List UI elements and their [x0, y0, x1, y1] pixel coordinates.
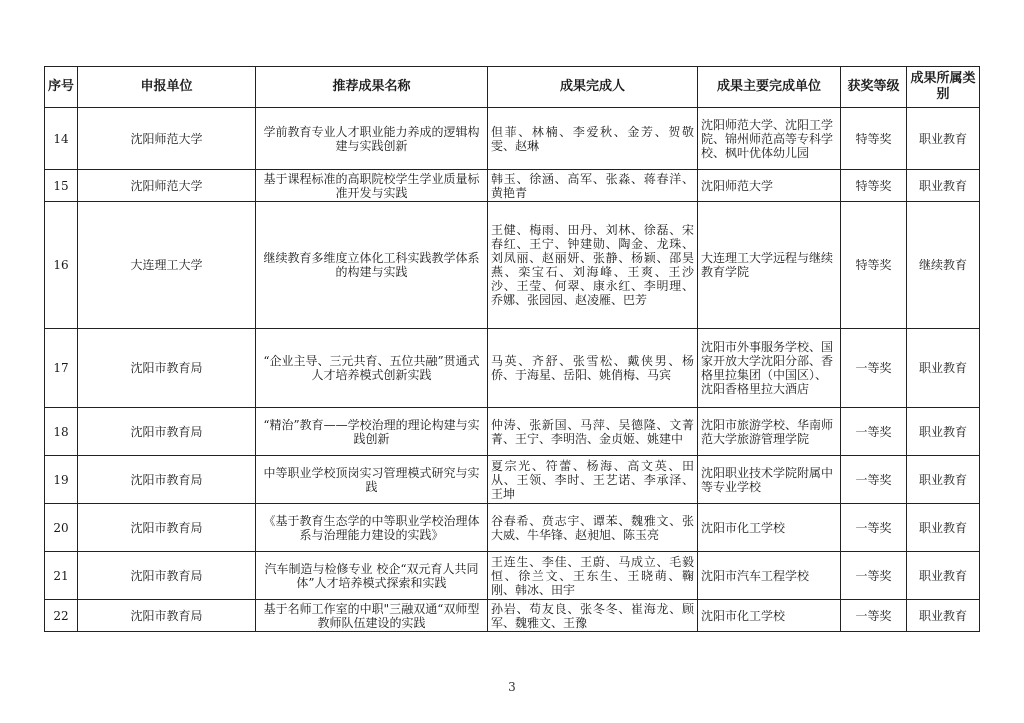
people-cell: 孙岩、苟友良、张冬冬、崔海龙、顾军、魏雅文、王豫 [488, 600, 698, 632]
table-row [45, 552, 980, 600]
seq-cell: 22 [45, 600, 78, 632]
people-cell: 谷春希、贲志宇、谭苯、魏雅文、张大威、牛华锋、赵昶旭、陈玉亮 [488, 504, 698, 552]
page-number: 3 [508, 680, 516, 694]
category-cell: 继续教育 [907, 202, 980, 329]
level-cell: 一等奖 [841, 600, 907, 632]
award-table [44, 66, 980, 632]
people-cell: 韩玉、徐涵、高军、张淼、蒋春洋、黄艳青 [488, 170, 698, 202]
category-cell: 职业教育 [907, 600, 980, 632]
people-cell: 王连生、李佳、王蔚、马成立、毛毅恒、徐兰文、王东生、王晓萌、鞠刚、韩冰、田宇 [488, 552, 698, 600]
main-unit-cell: 沈阳师范大学 [698, 170, 841, 202]
main-unit-cell: 沈阳师范大学、沈阳工学院、锦州师范高等专科学校、枫叶优体幼儿园 [698, 108, 841, 170]
unit-cell: 沈阳市教育局 [78, 504, 256, 552]
category-cell: 职业教育 [907, 408, 980, 456]
achievement-name-cell: “精治”教育——学校治理的理论构建与实践创新 [256, 408, 488, 456]
level-cell: 特等奖 [841, 202, 907, 329]
achievement-name-cell: 中等职业学校顶岗实习管理模式研究与实践 [256, 456, 488, 504]
table-row [45, 504, 980, 552]
unit-cell: 沈阳市教育局 [78, 600, 256, 632]
achievement-name-cell: 继续教育多维度立体化工科实践教学体系的构建与实践 [256, 202, 488, 329]
achievement-name-cell: 基于课程标准的高职院校学生学业质量标准开发与实践 [256, 170, 488, 202]
header-main-unit: 成果主要完成单位 [698, 67, 841, 108]
unit-cell: 沈阳师范大学 [78, 170, 256, 202]
seq-cell: 20 [45, 504, 78, 552]
people-cell: 夏宗光、符蕾、杨海、高文英、田从、王领、李时、王艺诺、李承泽、王坤 [488, 456, 698, 504]
level-cell: 特等奖 [841, 108, 907, 170]
people-cell: 王健、梅雨、田丹、刘林、徐磊、宋春红、王宁、钟建勋、陶金、龙珠、刘凤丽、赵丽妍、张静、杨颖、邵昊燕、栾宝石、刘海峰、王爽、王沙沙、王莹、何翠、康永红、李明理、乔娜、张园园、赵凌雁、巴芳 [488, 202, 698, 329]
achievement-name-cell: 《基于教育生态学的中等职业学校治理体系与治理能力建设的实践》 [256, 504, 488, 552]
unit-cell: 沈阳师范大学 [78, 108, 256, 170]
level-cell: 一等奖 [841, 504, 907, 552]
level-cell: 一等奖 [841, 456, 907, 504]
category-cell: 职业教育 [907, 504, 980, 552]
table-header-row [45, 67, 980, 108]
category-cell: 职业教育 [907, 552, 980, 600]
category-cell: 职业教育 [907, 329, 980, 408]
header-category: 成果所属类别 [907, 67, 980, 108]
unit-cell: 沈阳市教育局 [78, 552, 256, 600]
seq-cell: 21 [45, 552, 78, 600]
people-cell: 马英、齐舒、张雪松、戴侠男、杨侨、于海星、岳阳、姚俏梅、马宾 [488, 329, 698, 408]
header-unit: 申报单位 [78, 67, 256, 108]
table-row [45, 202, 980, 329]
achievement-name-cell: 学前教育专业人才职业能力养成的逻辑构建与实践创新 [256, 108, 488, 170]
main-unit-cell: 沈阳市化工学校 [698, 504, 841, 552]
table-row [45, 600, 980, 632]
category-cell: 职业教育 [907, 108, 980, 170]
level-cell: 一等奖 [841, 329, 907, 408]
achievement-name-cell: “企业主导、三元共育、五位共融”贯通式人才培养模式创新实践 [256, 329, 488, 408]
main-unit-cell: 沈阳市汽车工程学校 [698, 552, 841, 600]
seq-cell: 14 [45, 108, 78, 170]
table-row [45, 108, 980, 170]
seq-cell: 17 [45, 329, 78, 408]
header-people: 成果完成人 [488, 67, 698, 108]
main-unit-cell: 沈阳职业技术学院附属中等专业学校 [698, 456, 841, 504]
table-row [45, 408, 980, 456]
unit-cell: 沈阳市教育局 [78, 408, 256, 456]
level-cell: 一等奖 [841, 408, 907, 456]
seq-cell: 19 [45, 456, 78, 504]
level-cell: 特等奖 [841, 170, 907, 202]
people-cell: 仲涛、张新国、马萍、吴德隆、文菁菁、王宁、李明浩、金贞姬、姚建中 [488, 408, 698, 456]
category-cell: 职业教育 [907, 170, 980, 202]
table-row [45, 456, 980, 504]
seq-cell: 15 [45, 170, 78, 202]
level-cell: 一等奖 [841, 552, 907, 600]
main-unit-cell: 沈阳市外事服务学校、国家开放大学沈阳分部、香格里拉集团（中国区）、沈阳香格里拉大酒店 [698, 329, 841, 408]
main-unit-cell: 大连理工大学远程与继续教育学院 [698, 202, 841, 329]
main-unit-cell: 沈阳市化工学校 [698, 600, 841, 632]
table-row [45, 329, 980, 408]
unit-cell: 沈阳市教育局 [78, 456, 256, 504]
achievement-name-cell: 汽车制造与检修专业 校企“双元育人共同体”人才培养模式探索和实践 [256, 552, 488, 600]
header-seq: 序号 [45, 67, 78, 108]
seq-cell: 18 [45, 408, 78, 456]
people-cell: 但菲、林楠、李爱秋、金芳、贺敬雯、赵琳 [488, 108, 698, 170]
seq-cell: 16 [45, 202, 78, 329]
unit-cell: 沈阳市教育局 [78, 329, 256, 408]
main-unit-cell: 沈阳市旅游学校、华南师范大学旅游管理学院 [698, 408, 841, 456]
table-row [45, 170, 980, 202]
category-cell: 职业教育 [907, 456, 980, 504]
header-name: 推荐成果名称 [256, 67, 488, 108]
achievement-name-cell: 基于名师工作室的中职"三融双通“双师型教师队伍建设的实践 [256, 600, 488, 632]
header-level: 获奖等级 [841, 67, 907, 108]
unit-cell: 大连理工大学 [78, 202, 256, 329]
